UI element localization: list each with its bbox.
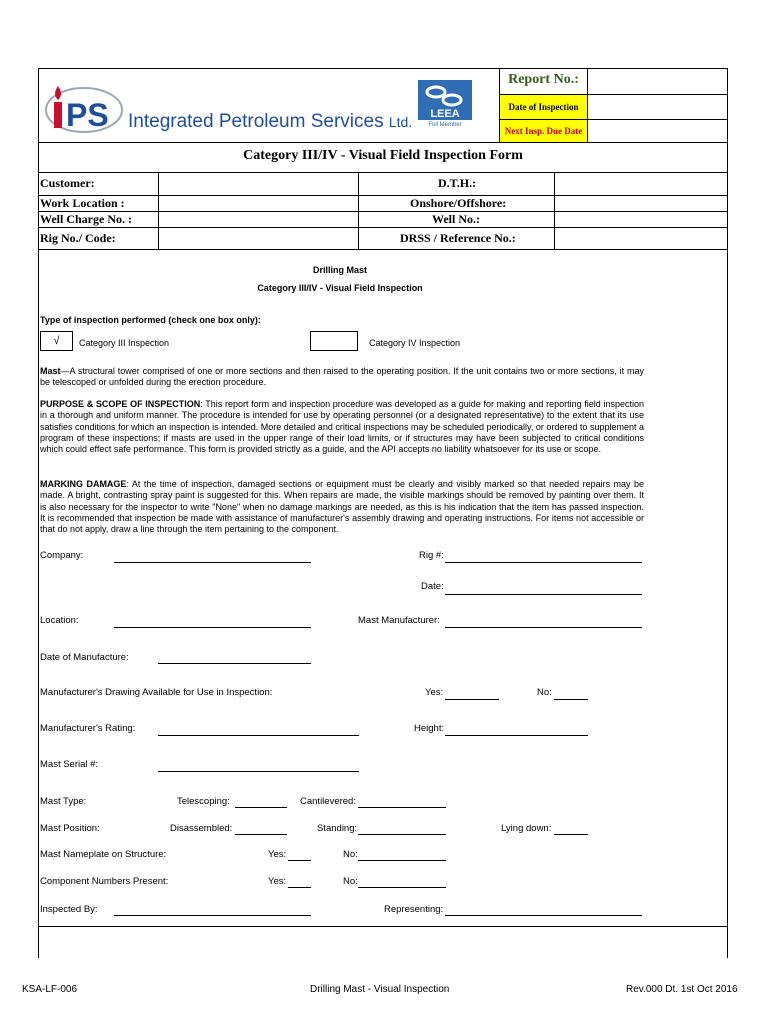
nameplate-yes-label: Yes:	[268, 849, 287, 860]
standing-label: Standing:	[317, 823, 358, 834]
work-location-field[interactable]	[159, 196, 358, 211]
rig-line[interactable]	[445, 562, 642, 563]
leea-logo	[416, 78, 474, 134]
component-yes-line[interactable]	[288, 887, 311, 888]
drawing-no-line[interactable]	[554, 699, 588, 700]
component-no-label: No:	[343, 876, 358, 887]
drawing-yes-line[interactable]	[445, 699, 499, 700]
rig-code-label: Rig No./ Code:	[40, 231, 116, 245]
standing-line[interactable]	[358, 834, 446, 835]
representing-line[interactable]	[445, 915, 642, 916]
serial-line[interactable]	[158, 771, 359, 772]
telescoping-label: Telescoping:	[177, 796, 230, 807]
inspected-by-line[interactable]	[114, 915, 311, 916]
section-subheading: Category III/IV - Visual Field Inspection	[257, 283, 423, 293]
cat4-checkbox[interactable]	[310, 331, 358, 351]
purpose-text: : This report form and inspection procedure was developed as a guide for making and reporting field inspection in a thorough and uniform manner. The procedure is intended for use by operating personnel (or a designated representative) to the extent that its use satisfies conditions for which an inspection is intended. More detailed and critical inspections may be scheduled periodically, or ordered to supplement a program of these inspections; if masts are used in the upper range of their load limits, or if structures may have been subjected to critical conditions which could effect safe performance. This form is provided strictly as a guide, and the API accepts no liability whatsoever for its use or scope.	[40, 399, 644, 455]
next-due-label: Next Insp. Due Date	[500, 120, 587, 142]
footer-revision: Rev.000 Dt. 1st Oct 2016	[626, 984, 738, 995]
onshore-field[interactable]	[555, 196, 727, 211]
marking-text: : At the time of inspection, damaged sections or equipment must be clearly and visibly marked so that needed repairs may be made. A bright, contrasting spray paint is suggested for this. When repairs are made, the visible markings should be removed by painting over them. It is also necessary for the inspector to write "None" when no damage markings are needed, as this is his indication that the item has passed inspection. It is recommended that inspection be made with assistance of manufacturer's assembly drawing and operating instructions. For items not accessible or that do not apply, draw a line through the item pertaining to the component.	[40, 479, 645, 535]
company-line[interactable]	[114, 562, 311, 563]
purpose-paragraph	[40, 399, 644, 455]
leea-text: LEEA	[418, 108, 472, 120]
mast-manufacturer-label: Mast Manufacturer:	[358, 615, 440, 626]
inspected-by-label: Inspected By:	[40, 904, 98, 915]
date-of-inspection-field[interactable]	[588, 95, 727, 119]
mast-type-label: Mast Type:	[40, 796, 87, 807]
cantilevered-label: Cantilevered:	[300, 796, 356, 807]
cat3-checkbox[interactable]	[40, 331, 73, 351]
mast-manufacturer-line[interactable]	[445, 627, 642, 628]
section-heading: Drilling Mast	[312, 265, 367, 275]
leea-sub: Full Member	[428, 122, 462, 128]
work-location-label: Work Location :	[40, 196, 125, 210]
company-name-text: Integrated Petroleum Services	[128, 111, 384, 132]
date-of-manufacture-line[interactable]	[158, 663, 311, 664]
component-numbers-label: Component Numbers Present:	[40, 876, 169, 887]
mast-term: Mast	[40, 366, 61, 376]
rig-label: Rig #:	[419, 550, 444, 561]
cantilevered-line[interactable]	[358, 807, 446, 808]
svg-text:PS: PS	[66, 97, 109, 133]
drss-field[interactable]	[555, 228, 727, 249]
customer-field[interactable]	[159, 173, 358, 195]
telescoping-line[interactable]	[235, 807, 287, 808]
dth-label: D.T.H.:	[438, 176, 477, 190]
drawing-yes-label: Yes:	[425, 687, 444, 698]
component-no-line[interactable]	[358, 887, 446, 888]
well-no-field[interactable]	[555, 212, 727, 227]
lying-down-line[interactable]	[554, 834, 588, 835]
form-title: Category III/IV - Visual Field Inspection Form	[243, 148, 523, 163]
date-of-inspection-label: Date of Inspection	[500, 95, 587, 119]
company-name	[128, 111, 412, 133]
well-no-label: Well No.:	[432, 212, 480, 226]
ips-logo	[44, 78, 124, 138]
disassembled-line[interactable]	[235, 834, 287, 835]
location-line[interactable]	[114, 627, 311, 628]
ips-logo-icon	[44, 78, 124, 138]
nameplate-no-label: No:	[343, 849, 358, 860]
nameplate-no-line[interactable]	[358, 860, 446, 861]
component-yes-label: Yes:	[268, 876, 287, 887]
drawing-available-label: Manufacturer's Drawing Available for Use in Inspection:	[40, 687, 273, 698]
report-no-label: Report No.:	[508, 72, 579, 87]
onshore-label: Onshore/Offshore:	[410, 196, 507, 210]
rig-code-field[interactable]	[159, 228, 358, 249]
marking-term: MARKING DAMAGE	[40, 479, 127, 489]
marking-paragraph	[40, 479, 644, 535]
date-line[interactable]	[445, 594, 642, 595]
report-no-field[interactable]	[588, 69, 727, 94]
cat3-label: Category III Inspection	[79, 338, 170, 348]
lying-down-label: Lying down:	[501, 823, 552, 834]
height-line[interactable]	[445, 735, 588, 736]
purpose-term: PURPOSE & SCOPE OF INSPECTION	[40, 399, 201, 409]
drawing-no-label: No:	[537, 687, 552, 698]
mast-text: —A structural tower comprised of one or more sections and then raised to the operating position. If the unit contains two or more sections, it may be telescoped or unfolded during the erection procedure.	[40, 366, 644, 388]
rating-label: Manufacturer's Rating:	[40, 723, 136, 734]
nameplate-yes-line[interactable]	[288, 860, 311, 861]
mast-position-label: Mast Position:	[40, 823, 100, 834]
mast-definition	[40, 366, 644, 389]
cat4-label: Category IV Inspection	[369, 338, 461, 348]
footer-code: KSA-LF-006	[22, 984, 78, 995]
next-due-field[interactable]	[588, 120, 727, 142]
check-mark-icon: √	[53, 335, 60, 347]
drss-label: DRSS / Reference No.:	[400, 231, 516, 245]
well-charge-label: Well Charge No. :	[40, 212, 132, 226]
serial-label: Mast Serial #:	[40, 759, 99, 770]
date-label: Date:	[421, 581, 444, 592]
date-of-manufacture-label: Date of Manufacture:	[40, 652, 129, 663]
inspection-type-label: Type of inspection performed (check one box only):	[40, 315, 261, 325]
nameplate-label: Mast Nameplate on Structure:	[40, 849, 167, 860]
height-label: Height:	[414, 723, 445, 734]
representing-label: Representing:	[384, 904, 444, 915]
customer-label: Customer:	[40, 176, 95, 190]
disassembled-label: Disassembled:	[170, 823, 233, 834]
dth-field[interactable]	[555, 173, 727, 195]
company-label: Company:	[40, 550, 84, 561]
company-suffix: Ltd.	[388, 114, 413, 130]
rating-line[interactable]	[158, 735, 359, 736]
footer-title: Drilling Mast - Visual Inspection	[310, 984, 450, 995]
well-charge-field[interactable]	[159, 212, 358, 227]
location-label: Location:	[40, 615, 79, 626]
